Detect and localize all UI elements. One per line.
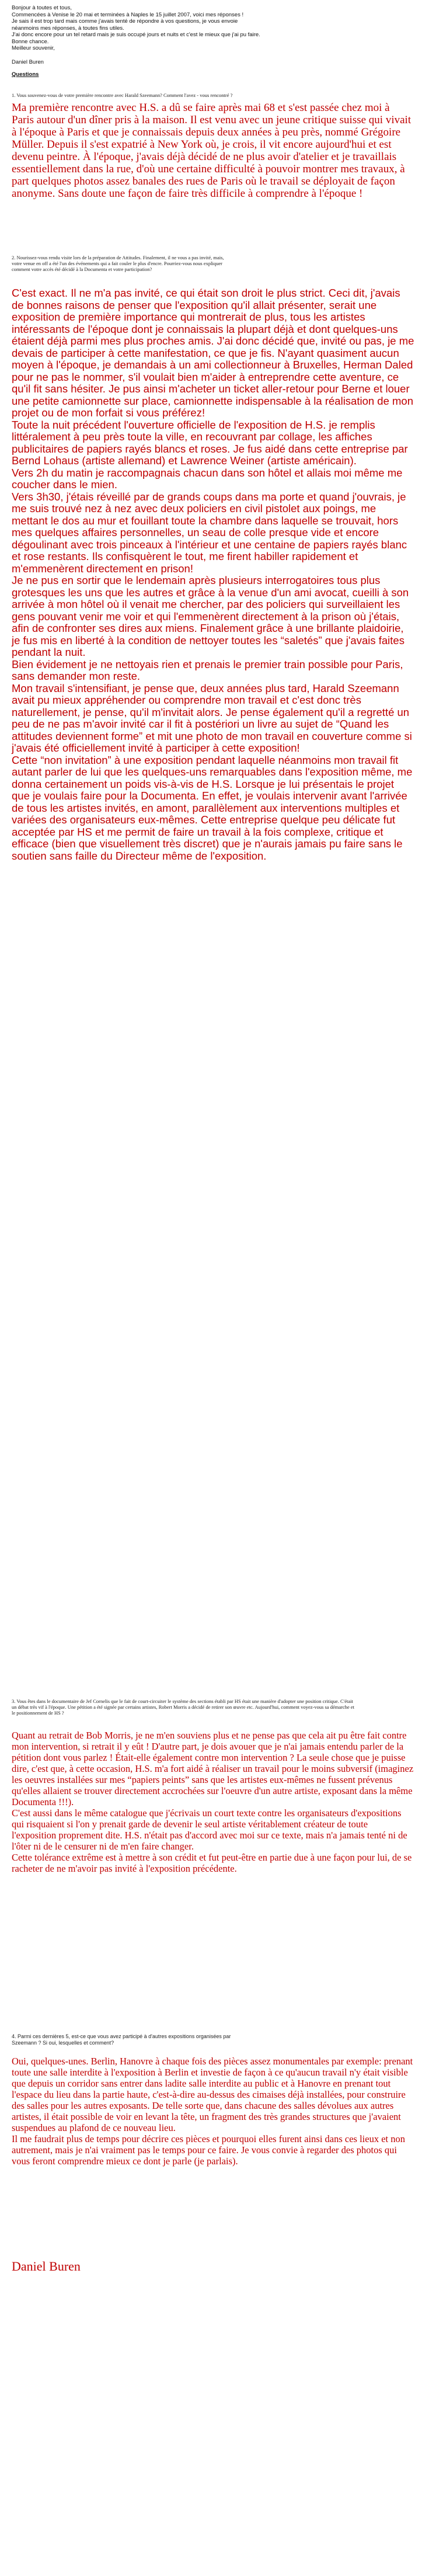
answer-1: Ma première rencontre avec H.S. a dû se faire après mai 68 et s'est passée chez moi à Paris autour d'un dîner pris à la maison. Il est venu avec un jeune critique suisse qui vivait à l'époque à Paris et que je connaissais depuis deux années à peu près, nommé Grégoire Müller. Depuis il s'est expatrié à New York où, je crois, il vit encore aujourd'hui et est devenu peintre. À l'époque, j'avais déjà décidé de ne plus avoir d'atelier et je travaillais essentiellement dans la rue, d'où une certaine difficulté à pouvoir montrer mes travaux, à part quelques photos assez banales des rues de Paris où le travail se déployait de façon anonyme. Sans doute une façon de faire très difficile à comprendre à l'époque ! [12,102,411,200]
answer-3-paragraph: C'est aussi dans le même catalogue que j'écrivais un court texte contre les organisateurs d'expositions qui risquaient si l'on y prenait garde de devenir le seul artiste véritablement créateur de toute l'exposition proprement dite. H.S. n'était pas d'accord avec moi sur ce texte, mais n'a jamais tenté ni de l'ôter ni de le censurer ni de m'en faire changer. [12,1807,407,1852]
section-heading: Questions [12,71,39,78]
intro-line: Je sais il est trop tard mais comme j'avais tenté de répondre à vos questions, je vous envoie [12,18,238,25]
answer-2-paragraph: Toute la nuit précédent l'ouverture officielle de l'exposition de H.S. je remplis littéralement à peu près toute la ville, en recouvrant par collage, les affiches publicitaires de papiers rayés blancs et roses. Je fus aidé dans cette entreprise par Bernd Lohaus (artiste allemand) et Lawrence Weiner (artiste américain). [12,418,408,467]
answer-3-paragraph: Quant au retrait de Bob Morris, je ne m'en souviens plus et ne pense pas que cela ait pu être fait contre mon intervention, si retrait il y eût ! D'autre part, je dois avouer que je n'ai jamais entendu parler de la pétition dont vous parlez ! Était-elle également contre mon intervention ? La seule chose que je puisse dire, c'est que, à cette occasion, H.S. m'a fort aidé à réaliser un travail pour le moins subversif (imaginez les oeuvres installées sur mes “papiers peints” sans que les artistes eux-mêmes ne fussent prévenus qu'elles allaient se trouver directement accrochées sur l'oeuvre d'un autre artiste, exposant dans la même Documenta !!!). [12,1730,414,1807]
author-name: Daniel Buren [12,58,44,65]
answer-4 [12,2056,414,2167]
question-4: 4. Parmi ces dernières 5, est-ce que vous avez participé à d'autres expositions organisées par Szeemann ? Si oui, lesquelles et comment? [12,2033,231,2046]
closing-line: Meilleur souvenir, [12,45,55,51]
letter-header [12,5,414,78]
answer-2-paragraph: Bien évidement je ne nettoyais rien et prenais le premier train possible pour Paris, sans demander mon reste. [12,658,403,682]
answer-2-paragraph: Je ne pus en sortir que le lendemain après plusieurs interrogatoires tous plus grotesques les uns que les autres et grâce à la venue d'un ami avocat, cueilli à son arrivée à mon hôtel où il venait me chercher, par des policiers qui surveillaient les gens pouvant venir me voir et qui l'emmenèrent directement à la prison où j'étais, afin de confronter ses dires aux miens. Finalement grâce à une brillante plaidoirie, je fus mis en liberté à la condition de nettoyer toutes les “saletés” que j'avais faites pendant la nuit. [12,574,409,658]
answer-2 [12,287,414,862]
answer-2-paragraph: Vers 2h du matin je raccompagnais chacun dans son hôtel et allais moi même me coucher dans le mien. [12,466,403,491]
question-1: 1. Vous souvenez-vous de votre première rencontre avec Harald Szeemann? Comment l'avez - vous rencontré ? [12,92,233,98]
answer-4-paragraph: Il me faudrait plus de temps pour décrire ces pièces et pourquoi elles furent ainsi dans ces lieux et non autrement, mais je n'ai vraiment pas le temps pour ce faire. Je vous convie à regarder des photos qui vous feront comprendre mieux ce dont je parle (je parlais). [12,2133,405,2167]
intro-line: néanmoins mes réponses, à toutes fins utiles. [12,25,124,32]
question-3: 3. Vous êtes dans le documentaire de Jef Cornelis que le fait de court-circuiter le système des sections établi par HS était une manière d'adopter une position critique. C'était un débat très vif à l'époque. Une pétition a été signée par certains artistes, Robert Morris a décidé de retirer son œuvre etc. Aujourd'hui, comment voyez-vous sa démarche et le positionnement de HS ? [12,1698,354,1716]
answer-2-paragraph: Mon travail s'intensifiant, je pense que, deux années plus tard, Harald Szeemann avait pu mieux appréhender ou comprendre mon travail et c'est donc très naturellement, je pense, qu'il m'invitait alors. Je pense également qu'il a regretté un peu de ne pas m'avoir invité car il fit à postériori un livre au sujet de “Quand les attitudes deviennent forme” et mit une photo de mon travail en couverture comme si j'avais été officiellement invité à participer à cette exposition! [12,682,412,754]
closing-line: Bonne chance. [12,38,49,45]
answer-2-paragraph: C'est exact. Il ne m'a pas invité, ce qui était son droit le plus strict. Ceci dit, j'avais de bonnes raisons de penser que l'exposition qu'il allait présenter, serait une exposition de première importance qui montrerait de plus, tous les artistes intéressants de l'époque dont je connaissais la plupart déjà et dont quelques-uns étaient déjà parmi mes plus proches amis. J'ai donc décidé que, invité ou pas, je me devais de participer à cette manifestation, ce que je fis. N'ayant quasiment aucun moyen à l'époque, je demandais à un ami collectionneur à Bruxelles, Herman Daled pour ne pas le nommer, s'il voulait bien m'aider à entreprendre cette aventure, ce qu'il fit sans hésiter. Je pus ainsi m'acheter un ticket aller-retour pour Berne et louer une petite camionnette sur place, camionnette indispensable à la réalisation de mon projet ou de mon forfait si vous préférez! [12,287,414,419]
greeting-line: Bonjour à toutes et tous, [12,5,72,11]
answer-2-paragraph: Cette “non invitation” à une exposition pendant laquelle néanmoins mon travail fit autant parler de lui que les quelques-uns remarquables dans l'exposition même, me donna certainement un poids vis-à-vis de H.S. Lorsque je lui présentais le projet que je voulais faire pour la Documenta. En effet, je voulais intervenir avant l'arrivée de tous les artistes invités, en amont, parallèlement aux interventions multiples et variées des organisateurs eux-mêmes. Cette entreprise quelque peu délicate fut acceptée par HS et me permit de faire un travail à la fois complexe, critique et efficace (bien que visuellement très discret) que je n'aurais jamais pu faire sans le soutien sans faille du Directeur même de l'exposition. [12,753,413,862]
answer-3-paragraph: Cette tolérance extrême est à mettre à son crédit et fut peut-être en partie due à une façon pour lui, de se racheter de ne m'avoir pas invité à l'exposition précédente. [12,1852,412,1874]
question-2: 2. Nourissez-vous rendu visite lors de la préparation de Attitudes. Finalement, il ne vous a pas invité, mais, votre venue en off a été l'un des événements qui a fait couler le plus d'encre. Pourriez-vous nous expliquer comment votre accès été décidé à la Documenta et votre participation? [12,255,224,272]
intro-line: Commencées à Venise le 20 mai et terminées à Naples le 15 juillet 2007, voici mes réponses ! [12,11,244,18]
answer-3 [12,1730,414,1874]
answer-4-paragraph: Oui, quelques-unes. Berlin, Hanovre à chaque fois des pièces assez monumentales par exemple: prenant toute une salle interdite à l'exposition à Berlin et investie de façon à ce qu'aucun travail n'y était visible que depuis un corridor sans entrer dans ladite salle interdite au public et à Hanovre en prenant tout l'espace du lieu dans la partie haute, c'est-à-dire au-dessus des cimaises déjà installées, pour construire des salles pour les autres exposants. De telle sorte que, dans chacune des salles dévolues aux autres artistes, il était possible de voir en levant la tête, un fragment des très grandes structures que j'avaient suspendues au plafond de ce nouveau lieu. [12,2056,413,2133]
signature: Daniel Buren [12,2259,81,2273]
answer-2-paragraph: Vers 3h30, j'étais réveillé par de grands coups dans ma porte et quand j'ouvrais, je me suis trouvé nez à nez avec deux policiers en civil pistolet aux poings, me mettant le dos au mur et fouillant toute la chambre dans laquelle se trouvait, hors mes quelques affaires personnelles, un seau de colle presque vide et encore dégoulinant avec trois pinceaux à l'intérieur et une centaine de papiers rayés blanc et rose restants. Ils confisquèrent le tout, me firent habiller rapidement et m'emmenèrent directement en prison! [12,490,407,575]
intro-line: J'ai donc encore pour un tel retard mais je suis occupé jours et nuits et c'est le mieux que j'ai pu faire. [12,32,260,38]
